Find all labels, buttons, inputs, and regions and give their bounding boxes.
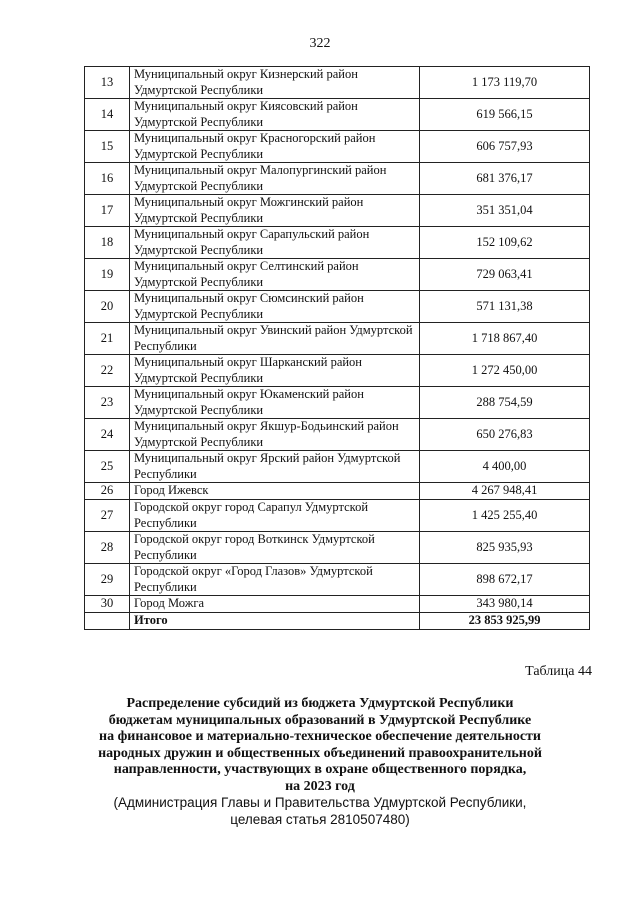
row-number: 26 (85, 483, 130, 500)
subsidy-amount: 351 351,04 (420, 195, 590, 227)
row-number: 14 (85, 99, 130, 131)
row-number: 24 (85, 419, 130, 451)
total-label: Итого (130, 613, 420, 630)
row-number: 25 (85, 451, 130, 483)
municipality-name: Муниципальный округ Можгинский район Удмуртской Республики (130, 195, 420, 227)
municipality-name: Муниципальный округ Киясовский район Удмуртской Республики (130, 99, 420, 131)
title-line: бюджетам муниципальных образований в Удмуртской Республике (108, 712, 532, 728)
table-row (85, 355, 590, 387)
page-number: 322 (309, 36, 331, 51)
table-row (85, 483, 590, 500)
table-row (85, 387, 590, 419)
municipality-name: Муниципальный округ Шарканский район Удмуртской Республики (130, 355, 420, 387)
municipality-name: Муниципальный округ Малопургинский район Удмуртской Республики (130, 163, 420, 195)
subsidy-amount: 1 272 450,00 (420, 355, 590, 387)
row-number: 13 (85, 67, 130, 99)
row-number: 16 (85, 163, 130, 195)
row-number: 22 (85, 355, 130, 387)
table-row (85, 500, 590, 532)
row-number: 19 (85, 259, 130, 291)
subsidy-amount: 898 672,17 (420, 564, 590, 596)
title-line: на финансовое и материально-техническое обеспечение деятельности (99, 729, 541, 744)
subsidy-amount: 825 935,93 (420, 532, 590, 564)
next-table-subtitle (60, 795, 580, 828)
row-number: 15 (85, 131, 130, 163)
subsidy-amount: 1 425 255,40 (420, 500, 590, 532)
row-number: 20 (85, 291, 130, 323)
municipality-name: Город Можга (130, 596, 420, 613)
table-row (85, 564, 590, 596)
municipality-name: Муниципальный округ Красногорский район Удмуртской Республики (130, 131, 420, 163)
subsidy-amount: 729 063,41 (420, 259, 590, 291)
title-line: Распределение субсидий из бюджета Удмуртской Республики (126, 696, 514, 711)
municipality-name: Муниципальный округ Сарапульский район Удмуртской Республики (130, 227, 420, 259)
subtitle-line: (Администрация Главы и Правительства Удмуртской Республики, (113, 795, 527, 810)
title-line: народных дружин и общественных объединений правоохранительной (98, 745, 542, 761)
row-number: 28 (85, 532, 130, 564)
row-number: 29 (85, 564, 130, 596)
subsidy-amount: 619 566,15 (420, 99, 590, 131)
title-line: на 2023 год (285, 778, 355, 794)
subtitle-line: целевая статья 2810507480) (230, 811, 410, 827)
row-number: 17 (85, 195, 130, 227)
next-table-heading (60, 696, 580, 828)
subsidy-table-body (85, 67, 590, 630)
municipality-name: Муниципальный округ Ярский район Удмуртской Республики (130, 451, 420, 483)
table-row (85, 67, 590, 99)
subsidy-table (84, 66, 590, 630)
row-number: 18 (85, 227, 130, 259)
municipality-name: Муниципальный округ Сюмсинский район Удмуртской Республики (130, 291, 420, 323)
table-row (85, 596, 590, 613)
table-row (85, 532, 590, 564)
municipality-name: Городской округ город Сарапул Удмуртской Республики (130, 500, 420, 532)
subsidy-amount: 571 131,38 (420, 291, 590, 323)
municipality-name: Городской округ город Воткинск Удмуртской Республики (130, 532, 420, 564)
subsidy-amount: 343 980,14 (420, 596, 590, 613)
next-table-label: Таблица 44 (525, 664, 592, 679)
total-amount: 23 853 925,99 (420, 613, 590, 630)
total-row (85, 613, 590, 630)
title-line: направленности, участвующих в охране общественного порядка, (113, 762, 527, 777)
row-number: 27 (85, 500, 130, 532)
next-table-title (60, 696, 580, 795)
municipality-name: Городской округ «Город Глазов» Удмуртской Республики (130, 564, 420, 596)
subsidy-amount: 1 173 119,70 (420, 67, 590, 99)
table-row (85, 99, 590, 131)
municipality-name: Муниципальный округ Селтинский район Удмуртской Республики (130, 259, 420, 291)
table-row (85, 419, 590, 451)
subsidy-amount: 1 718 867,40 (420, 323, 590, 355)
table-row (85, 323, 590, 355)
total-number (85, 613, 130, 630)
municipality-name: Муниципальный округ Юкаменский район Удмуртской Республики (130, 387, 420, 419)
row-number: 21 (85, 323, 130, 355)
table-row (85, 195, 590, 227)
table-row (85, 451, 590, 483)
table-row (85, 163, 590, 195)
subsidy-amount: 4 267 948,41 (420, 483, 590, 500)
municipality-name: Муниципальный округ Кизнерский район Удмуртской Республики (130, 67, 420, 99)
subsidy-amount: 152 109,62 (420, 227, 590, 259)
table-row (85, 131, 590, 163)
subsidy-table-container (84, 66, 590, 630)
municipality-name: Муниципальный округ Якшур-Бодьинский район Удмуртской Республики (130, 419, 420, 451)
subsidy-amount: 4 400,00 (420, 451, 590, 483)
subsidy-amount: 650 276,83 (420, 419, 590, 451)
table-row (85, 259, 590, 291)
table-row (85, 227, 590, 259)
row-number: 30 (85, 596, 130, 613)
subsidy-amount: 288 754,59 (420, 387, 590, 419)
table-row (85, 291, 590, 323)
municipality-name: Муниципальный округ Увинский район Удмуртской Республики (130, 323, 420, 355)
subsidy-amount: 606 757,93 (420, 131, 590, 163)
municipality-name: Город Ижевск (130, 483, 420, 500)
subsidy-amount: 681 376,17 (420, 163, 590, 195)
row-number: 23 (85, 387, 130, 419)
